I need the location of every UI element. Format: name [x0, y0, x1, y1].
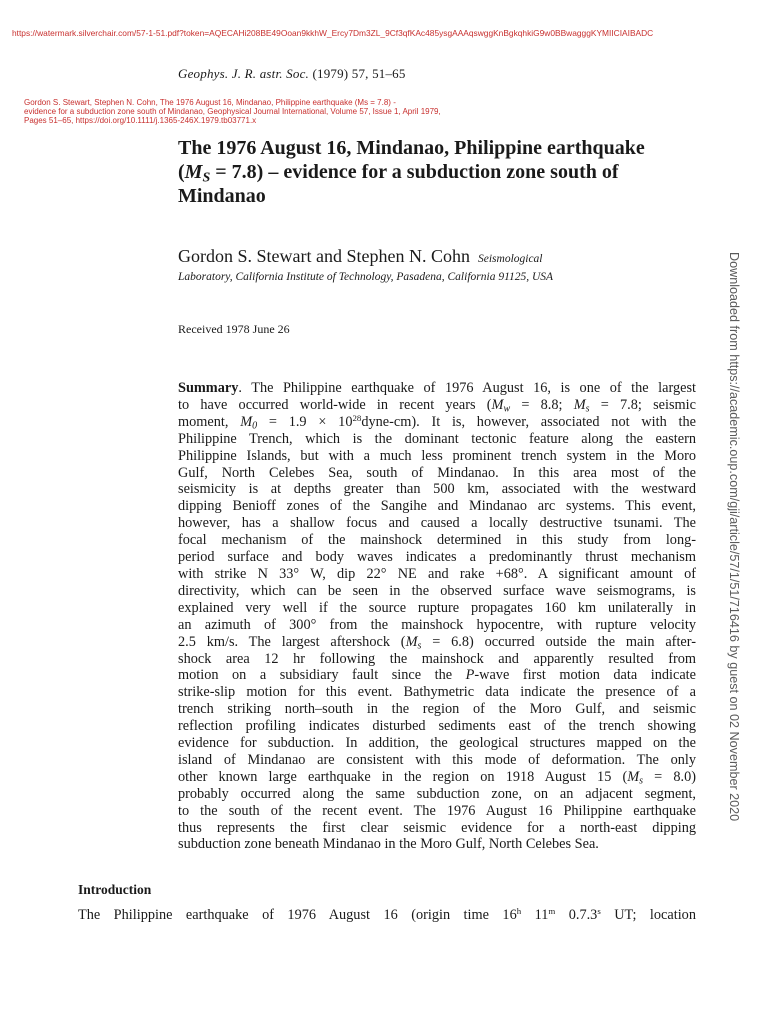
- summary-line: other known large earthquake in the region on 1918 August 15 $(M_s = 8.0)$: [178, 768, 696, 787]
- summary-line: shock area 12 hr following the mainshock and apparently resulted from: [178, 650, 696, 667]
- summary-line: to the south of the recent event. The 1976 August 16 Philippine earthquake: [178, 802, 696, 819]
- citation-line: evidence for a subduction zone south of Mindanao, Geophysical Journal International, Volume 57, Issue 1, April 1979,: [24, 107, 441, 116]
- author-names: Gordon S. Stewart and Stephen N. Cohn: [178, 246, 470, 266]
- summary-line: to have occurred world-wide in recent years ($M_w = 8.8$; $M_s = 7.8$; seismic: [178, 396, 696, 415]
- citation-block: [24, 98, 544, 125]
- journal-volume-pages: (1979) 57, 51–65: [312, 66, 406, 81]
- summary-line: seismicity is at depths greater than 500 km, associated with the westward: [178, 481, 696, 498]
- summary-line: 2.5 km/s. The largest aftershock $(M_s = 6.8)$ occurred outside the main after-: [178, 633, 696, 652]
- received-date: Received 1978 June 26: [178, 322, 290, 336]
- summary-line: subduction zone beneath Mindanao in the Moro Gulf, North Celebes Sea.: [178, 836, 599, 853]
- summary-line: dipping Benioff zones of the Sangihe and Mindanao arc systems. This event,: [178, 498, 696, 515]
- introduction-first-line: The Philippine earthquake of 1976 August 16 (origin time 16$^h$ 11$^m$ 0.7.3$^s$ UT; location: [78, 906, 696, 923]
- summary-line: period surface and body waves indicates a predominantly thrust mechanism: [178, 549, 696, 566]
- summary-line: with strike N 33° W, dip 22° NE and rake +68°. A significant amount of: [178, 565, 696, 582]
- summary-line: Gulf, North Celebes Sea, south of Mindanao. In this area most of the: [178, 464, 696, 481]
- download-notice[interactable]: Downloaded from https://academic.oup.com/gji/article/57/1/51/716416 by guest on 02 November 2020: [727, 252, 741, 822]
- paper-title: [178, 136, 718, 208]
- summary-line: Summary. The Philippine earthquake of 1976 August 16, is one of the largest: [178, 380, 696, 396]
- affiliation-start: Seismological: [477, 253, 543, 265]
- title-line-2: [178, 160, 718, 184]
- introduction-heading: Introduction: [78, 882, 152, 897]
- summary-line: Philippine Islands, but with a much less prominent trench system in the Moro: [178, 447, 696, 464]
- summary-line: trench striking north–south in the region of the Moro Gulf, and seismic: [178, 701, 696, 718]
- title-line-2-rest: = 7.8) – evidence for a subduction zone south of: [210, 161, 619, 183]
- citation-line[interactable]: Pages 51–65, https://doi.org/10.1111/j.1365-246X.1979.tb03771.x: [24, 116, 257, 125]
- title-paren: (: [178, 161, 185, 183]
- journal-reference: [178, 66, 406, 82]
- summary-line: moment, $M_0 = 1.9$ × $10^{28}dyne-cm$). It is, however, associated not with the: [178, 412, 696, 432]
- summary-line: thus represents the first clear seismic evidence for a north-east dipping: [178, 819, 696, 836]
- summary-line: explained very well if the source rupture propagates 160 km unilaterally in: [178, 599, 696, 616]
- title-line-1: The 1976 August 16, Mindanao, Philippine earthquake: [178, 137, 645, 159]
- summary-line: reflection profiling indicates disturbed sediments east of the trench showing: [178, 718, 696, 735]
- summary-line: focal mechanism of the mainshock determined in this study from long-: [178, 532, 696, 549]
- summary-line: island of Mindanao are consistent with this mode of deformation. The only: [178, 751, 696, 768]
- title-line-3: Mindanao: [178, 185, 266, 207]
- summary-line: directivity, which can be seen in the observed surface wave seismograms, is: [178, 582, 696, 599]
- summary-line: evidence for subduction. In addition, the geological structures mapped on the: [178, 735, 696, 752]
- summary-line: probably occurred along the same subduction zone, on an adjacent segment,: [178, 785, 696, 802]
- summary-line: motion on a subsidiary fault since the P-wave first motion data indicate: [178, 667, 696, 684]
- summary-line: Philippine Trench, which is the dominant tectonic feature along the eastern: [178, 430, 696, 447]
- summary-label: Summary: [178, 380, 239, 396]
- title-ms-symbol: $M_S$: [184, 161, 211, 186]
- citation-line: Gordon S. Stewart, Stephen N. Cohn, The 1976 August 16, Mindanao, Philippine earthquake (Ms = 7.8) -: [24, 98, 396, 107]
- summary-line: strike-slip motion for this event. Bathymetric data indicate the presence of a: [178, 684, 696, 701]
- summary-abstract: [178, 380, 696, 853]
- affiliation: Laboratory, California Institute of Technology, Pasadena, California 91125, USA: [178, 271, 554, 283]
- watermark-url[interactable]: https://watermark.silverchair.com/57-1-51.pdf?token=AQECAHi208BE49Ooan9kkhW_Ercy7Dm3ZL_9Cf3qfKAc485ysgAAAqswggKnBgkqhkiG9w0BBwagggKYMIICIAIBADC: [12, 28, 654, 38]
- summary-line: an azimuth of 300° from the mainshock hypocentre, with rupture velocity: [178, 616, 696, 633]
- summary-line: however, has a shallow focus and caused a locally destructive tsunami. The: [178, 515, 696, 532]
- author-line: [178, 246, 543, 267]
- journal-name: Geophys. J. R. astr. Soc.: [178, 66, 310, 81]
